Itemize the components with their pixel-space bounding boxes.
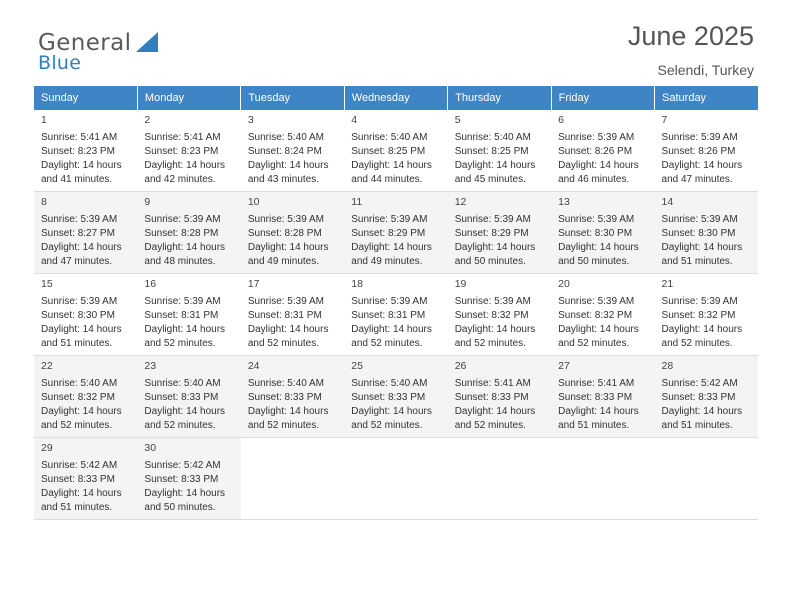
day-cell[interactable]: [344, 110, 447, 192]
daylight-text-line1: Daylight: 14 hours: [41, 324, 122, 336]
daylight-text-line1: Daylight: 14 hours: [144, 160, 226, 172]
daylight-text-line1: Daylight: 14 hours: [351, 324, 432, 336]
daylight-text-line2: and 51 minutes.: [41, 502, 113, 514]
day-cell[interactable]: [655, 356, 758, 438]
sunset-text: Sunset: 8:28 PM: [247, 228, 322, 240]
day-number: 14: [661, 196, 674, 208]
calendar-table: [34, 86, 758, 520]
daylight-text-line2: and 41 minutes.: [41, 174, 113, 186]
day-number: 28: [661, 360, 674, 372]
day-cell[interactable]: [551, 110, 654, 192]
day-number: 11: [351, 196, 363, 208]
day-number: 7: [661, 114, 668, 126]
sunset-text: Sunset: 8:31 PM: [144, 310, 219, 322]
day-cell[interactable]: [137, 274, 240, 356]
daylight-text-line2: and 52 minutes.: [661, 338, 733, 350]
sunset-text: Sunset: 8:25 PM: [351, 146, 426, 158]
day-number: 26: [454, 360, 467, 372]
sunset-text: Sunset: 8:28 PM: [144, 228, 219, 240]
day-number: 22: [41, 360, 53, 372]
day-cell[interactable]: [448, 192, 551, 274]
day-cell[interactable]: [448, 274, 551, 356]
calendar-week-row: [34, 438, 758, 520]
daylight-text-line1: Daylight: 14 hours: [558, 160, 639, 172]
weekday-header-monday: Monday: [137, 86, 240, 110]
day-cell[interactable]: [448, 356, 551, 438]
day-cell-empty: [344, 438, 447, 520]
sunset-text: Sunset: 8:33 PM: [351, 392, 426, 404]
calendar-week-row: [34, 110, 758, 192]
daylight-text-line2: and 43 minutes.: [247, 174, 320, 186]
sunrise-text: Sunrise: 5:41 AM: [41, 131, 118, 143]
daylight-text-line2: and 50 minutes.: [454, 256, 526, 268]
day-number: 24: [247, 360, 260, 372]
daylight-text-line1: Daylight: 14 hours: [41, 488, 122, 500]
sunrise-text: Sunrise: 5:39 AM: [351, 213, 428, 225]
day-number: 8: [41, 196, 47, 208]
sunrise-text: Sunrise: 5:39 AM: [661, 213, 738, 225]
sunrise-text: Sunrise: 5:40 AM: [247, 131, 324, 143]
daylight-text-line1: Daylight: 14 hours: [247, 406, 329, 418]
day-cell-empty: [551, 438, 654, 520]
weekday-header-tuesday: Tuesday: [241, 86, 344, 110]
day-number: 1: [41, 114, 47, 126]
sunrise-text: Sunrise: 5:40 AM: [247, 377, 324, 389]
daylight-text-line2: and 50 minutes.: [144, 502, 216, 514]
day-number: 13: [558, 196, 570, 208]
day-cell[interactable]: [34, 356, 137, 438]
sunset-text: Sunset: 8:30 PM: [41, 310, 115, 322]
daylight-text-line2: and 45 minutes.: [454, 174, 526, 186]
sunset-text: Sunset: 8:29 PM: [351, 228, 426, 240]
sunset-text: Sunset: 8:31 PM: [247, 310, 322, 322]
daylight-text-line2: and 42 minutes.: [144, 174, 216, 186]
page-subtitle: Selendi, Turkey: [657, 61, 754, 78]
day-number: 9: [144, 196, 151, 208]
sunrise-text: Sunrise: 5:41 AM: [454, 377, 531, 389]
brand-name-top: General: [38, 30, 132, 56]
daylight-text-line1: Daylight: 14 hours: [247, 324, 329, 336]
day-number: 23: [144, 360, 157, 372]
sunrise-text: Sunrise: 5:41 AM: [558, 377, 635, 389]
day-cell[interactable]: [137, 192, 240, 274]
title-block: [628, 22, 754, 78]
sunset-text: Sunset: 8:23 PM: [144, 146, 219, 158]
daylight-text-line1: Daylight: 14 hours: [661, 324, 743, 336]
day-cell[interactable]: [34, 110, 137, 192]
sunrise-text: Sunrise: 5:42 AM: [41, 459, 118, 471]
sunset-text: Sunset: 8:23 PM: [41, 146, 115, 158]
sunset-text: Sunset: 8:33 PM: [247, 392, 322, 404]
daylight-text-line2: and 49 minutes.: [351, 256, 423, 268]
sunrise-text: Sunrise: 5:40 AM: [351, 131, 428, 143]
weekday-header-sunday: Sunday: [34, 86, 137, 110]
sunset-text: Sunset: 8:31 PM: [351, 310, 426, 322]
daylight-text-line2: and 47 minutes.: [41, 256, 113, 268]
daylight-text-line1: Daylight: 14 hours: [144, 406, 226, 418]
sunrise-text: Sunrise: 5:40 AM: [351, 377, 428, 389]
day-number: 19: [454, 278, 467, 290]
day-number: 20: [558, 278, 570, 290]
day-number: 5: [454, 114, 461, 126]
sunrise-text: Sunrise: 5:39 AM: [144, 213, 221, 225]
daylight-text-line1: Daylight: 14 hours: [41, 242, 122, 254]
daylight-text-line2: and 52 minutes.: [247, 338, 320, 350]
day-number: 25: [351, 360, 363, 372]
sunrise-text: Sunrise: 5:40 AM: [41, 377, 118, 389]
daylight-text-line2: and 49 minutes.: [247, 256, 320, 268]
daylight-text-line2: and 52 minutes.: [454, 338, 526, 350]
sunrise-text: Sunrise: 5:39 AM: [247, 295, 324, 307]
day-cell[interactable]: [344, 192, 447, 274]
day-number: 4: [351, 114, 358, 126]
sunrise-text: Sunrise: 5:39 AM: [41, 295, 118, 307]
brand-logo[interactable]: [38, 30, 298, 74]
daylight-text-line1: Daylight: 14 hours: [351, 406, 432, 418]
daylight-text-line1: Daylight: 14 hours: [661, 406, 743, 418]
daylight-text-line1: Daylight: 14 hours: [351, 242, 432, 254]
daylight-text-line1: Daylight: 14 hours: [558, 324, 639, 336]
day-cell[interactable]: [551, 192, 654, 274]
day-number: 6: [558, 114, 564, 126]
sunrise-text: Sunrise: 5:39 AM: [661, 295, 738, 307]
daylight-text-line1: Daylight: 14 hours: [351, 160, 432, 172]
daylight-text-line2: and 52 minutes.: [247, 420, 320, 432]
sunset-text: Sunset: 8:33 PM: [454, 392, 529, 404]
weekday-header-saturday: Saturday: [655, 86, 758, 110]
sunset-text: Sunset: 8:30 PM: [661, 228, 736, 240]
sunset-text: Sunset: 8:26 PM: [661, 146, 736, 158]
day-cell[interactable]: [34, 274, 137, 356]
sunset-text: Sunset: 8:33 PM: [41, 474, 115, 486]
day-cell[interactable]: [137, 438, 240, 520]
sunrise-text: Sunrise: 5:39 AM: [558, 213, 635, 225]
day-cell[interactable]: [241, 110, 344, 192]
sunset-text: Sunset: 8:32 PM: [558, 310, 633, 322]
sunset-text: Sunset: 8:33 PM: [661, 392, 736, 404]
daylight-text-line2: and 44 minutes.: [351, 174, 423, 186]
day-cell-empty: [448, 438, 551, 520]
daylight-text-line1: Daylight: 14 hours: [454, 406, 536, 418]
day-cell[interactable]: [551, 274, 654, 356]
daylight-text-line2: and 46 minutes.: [558, 174, 630, 186]
day-number: 10: [247, 196, 260, 208]
daylight-text-line1: Daylight: 14 hours: [558, 406, 639, 418]
sunrise-text: Sunrise: 5:39 AM: [558, 295, 635, 307]
daylight-text-line1: Daylight: 14 hours: [144, 488, 226, 500]
day-cell[interactable]: [655, 274, 758, 356]
daylight-text-line1: Daylight: 14 hours: [454, 242, 536, 254]
day-cell-empty: [241, 438, 344, 520]
weekday-header-wednesday: Wednesday: [344, 86, 447, 110]
daylight-text-line2: and 52 minutes.: [351, 420, 423, 432]
daylight-text-line2: and 52 minutes.: [144, 420, 216, 432]
sunrise-text: Sunrise: 5:41 AM: [144, 131, 221, 143]
daylight-text-line2: and 48 minutes.: [144, 256, 216, 268]
page-title: June 2025: [627, 21, 754, 51]
sunrise-text: Sunrise: 5:42 AM: [661, 377, 738, 389]
sunset-text: Sunset: 8:27 PM: [41, 228, 115, 240]
sunset-text: Sunset: 8:29 PM: [454, 228, 529, 240]
day-cell[interactable]: [655, 192, 758, 274]
daylight-text-line1: Daylight: 14 hours: [41, 160, 122, 172]
daylight-text-line2: and 52 minutes.: [41, 420, 113, 432]
daylight-text-line1: Daylight: 14 hours: [247, 160, 329, 172]
day-cell[interactable]: [241, 356, 344, 438]
day-number: 30: [144, 442, 157, 454]
sunrise-text: Sunrise: 5:39 AM: [41, 213, 118, 225]
sunrise-text: Sunrise: 5:39 AM: [454, 213, 531, 225]
sunset-text: Sunset: 8:32 PM: [454, 310, 529, 322]
sunset-text: Sunset: 8:33 PM: [144, 392, 219, 404]
daylight-text-line2: and 52 minutes.: [558, 338, 630, 350]
daylight-text-line2: and 50 minutes.: [558, 256, 630, 268]
triangle-logo-icon: [136, 32, 158, 52]
day-cell[interactable]: [241, 274, 344, 356]
sunrise-text: Sunrise: 5:40 AM: [454, 131, 531, 143]
weekday-header-row: [34, 86, 758, 110]
daylight-text-line2: and 51 minutes.: [661, 420, 733, 432]
day-cell[interactable]: [137, 110, 240, 192]
sunrise-text: Sunrise: 5:39 AM: [558, 131, 635, 143]
daylight-text-line2: and 52 minutes.: [351, 338, 423, 350]
weekday-header-friday: Friday: [551, 86, 654, 110]
calendar-week-row: [34, 192, 758, 274]
day-number: 16: [144, 278, 157, 290]
daylight-text-line1: Daylight: 14 hours: [144, 242, 226, 254]
sunset-text: Sunset: 8:26 PM: [558, 146, 633, 158]
daylight-text-line1: Daylight: 14 hours: [247, 242, 329, 254]
sunrise-text: Sunrise: 5:39 AM: [351, 295, 428, 307]
daylight-text-line1: Daylight: 14 hours: [454, 160, 536, 172]
calendar-week-row: [34, 274, 758, 356]
daylight-text-line2: and 51 minutes.: [558, 420, 630, 432]
day-number: 12: [454, 196, 467, 208]
sunset-text: Sunset: 8:33 PM: [144, 474, 219, 486]
day-number: 18: [351, 278, 363, 290]
sunset-text: Sunset: 8:30 PM: [558, 228, 633, 240]
daylight-text-line1: Daylight: 14 hours: [661, 242, 743, 254]
sunrise-text: Sunrise: 5:42 AM: [144, 459, 221, 471]
day-number: 15: [41, 278, 53, 290]
day-cell-empty: [655, 438, 758, 520]
daylight-text-line1: Daylight: 14 hours: [41, 406, 122, 418]
sunset-text: Sunset: 8:25 PM: [454, 146, 529, 158]
sunrise-text: Sunrise: 5:40 AM: [144, 377, 221, 389]
page-header: [34, 0, 758, 86]
day-cell[interactable]: [344, 356, 447, 438]
day-cell[interactable]: [34, 192, 137, 274]
daylight-text-line1: Daylight: 14 hours: [144, 324, 226, 336]
day-cell[interactable]: [241, 192, 344, 274]
daylight-text-line1: Daylight: 14 hours: [558, 242, 639, 254]
day-number: 27: [558, 360, 570, 372]
day-number: 17: [247, 278, 260, 290]
brand-name-bottom: Blue: [38, 52, 82, 74]
daylight-text-line2: and 47 minutes.: [661, 174, 733, 186]
day-number: 21: [661, 278, 674, 290]
day-cell[interactable]: [344, 274, 447, 356]
sunrise-text: Sunrise: 5:39 AM: [144, 295, 221, 307]
day-cell[interactable]: [34, 438, 137, 520]
sunrise-text: Sunrise: 5:39 AM: [454, 295, 531, 307]
day-number: 2: [144, 114, 151, 126]
weekday-header-thursday: Thursday: [448, 86, 551, 110]
daylight-text-line1: Daylight: 14 hours: [661, 160, 743, 172]
day-cell[interactable]: [551, 356, 654, 438]
sunrise-text: Sunrise: 5:39 AM: [661, 131, 738, 143]
day-cell[interactable]: [448, 110, 551, 192]
sunset-text: Sunset: 8:32 PM: [41, 392, 115, 404]
daylight-text-line2: and 52 minutes.: [144, 338, 216, 350]
day-cell[interactable]: [137, 356, 240, 438]
daylight-text-line2: and 51 minutes.: [41, 338, 113, 350]
sunset-text: Sunset: 8:33 PM: [558, 392, 633, 404]
sunrise-text: Sunrise: 5:39 AM: [247, 213, 324, 225]
day-number: 29: [41, 442, 53, 454]
daylight-text-line2: and 52 minutes.: [454, 420, 526, 432]
calendar-week-row: [34, 356, 758, 438]
sunset-text: Sunset: 8:32 PM: [661, 310, 736, 322]
day-number: 3: [247, 114, 254, 126]
sunset-text: Sunset: 8:24 PM: [247, 146, 322, 158]
day-cell[interactable]: [655, 110, 758, 192]
daylight-text-line1: Daylight: 14 hours: [454, 324, 536, 336]
daylight-text-line2: and 51 minutes.: [661, 256, 733, 268]
